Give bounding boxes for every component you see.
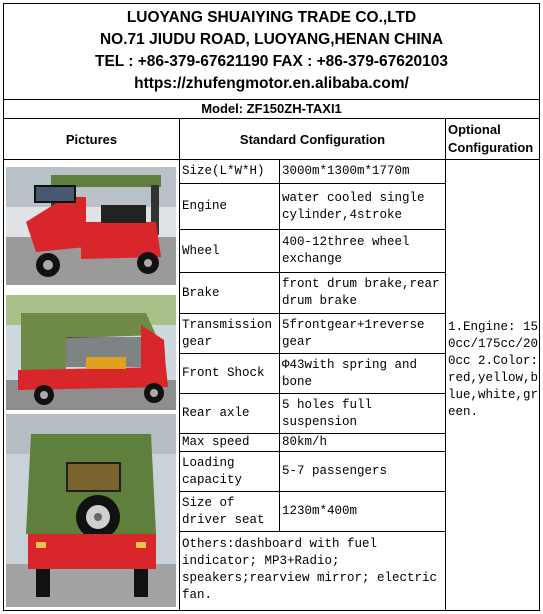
spec-sheet [3,3,540,611]
spec-value-max-speed: 80km/h [282,435,328,449]
spec-label-engine: Engine [182,199,228,213]
spec-value-loading-capacity: 5-7 passengers [282,464,388,478]
spec-value-size: 3000m*1300m*1770m [282,164,410,178]
spec-label-transmission: Transmission gear [182,317,273,349]
spec-label-rear-axle: Rear axle [182,406,250,420]
row-line [180,451,445,452]
optional-config-header: Optional Configuration [448,122,534,155]
spec-label-loading-capacity: Loading capacity [182,455,243,487]
spec-label-max-speed: Max speed [182,435,250,449]
spec-value-transmission: 5frontgear+1reverse gear [282,317,425,349]
spec-label-size: Size(L*W*H) [182,164,265,178]
spec-value-engine: water cooled single cylinder,4stroke [282,190,425,222]
tricycle-photo-rear [6,414,176,607]
spec-label-front-shock: Front Shock [182,366,265,380]
row-line [180,353,445,354]
company-address: NO.71 JIUDU ROAD, LUOYANG,HENAN CHINA [99,31,444,48]
row-line [180,183,445,184]
model-title: Model: ZF150ZH-TAXI1 [4,99,539,119]
company-website: https://zhufengmotor.en.alibaba.com/ [134,75,409,92]
company-header [4,4,539,99]
spec-value-rear-axle: 5 holes full suspension [282,397,373,429]
row-line [180,491,445,492]
optional-config-text: 1.Engine: 150cc/175cc/200cc 2.Color: red,yellow,blue,white,green. [448,320,539,419]
spec-value-front-shock: Φ43with spring and bone [282,357,418,389]
company-contact: TEL : +86-379-67621190 FAX : +86-379-67620103 [94,53,449,70]
spec-label-driver-seat: Size of driver seat [182,495,265,527]
spec-label-brake: Brake [182,285,220,300]
row-line [180,313,445,314]
tricycle-photo-side [6,295,176,410]
row-line [180,433,445,434]
tricycle-photo-front [6,167,176,285]
spec-value-driver-seat: 1230m*400m [282,504,358,518]
standard-config-header: Standard Configuration [239,131,386,147]
spec-value-wheel: 400-12three wheel exchange [282,235,410,266]
company-name: LUOYANG SHUAIYING TRADE CO.,LTD [126,9,417,26]
row-line [180,229,445,230]
others-notes: Others:dashboard with fuel indicator; MP3+Radio; speakers;rearview mirror; electric fan. [182,537,438,602]
row-line [180,393,445,394]
row-line [180,272,445,273]
pictures-header: Pictures [65,131,118,147]
spec-value-brake: front drum brake,rear drum brake [282,277,440,308]
spec-label-wheel: Wheel [182,243,220,258]
